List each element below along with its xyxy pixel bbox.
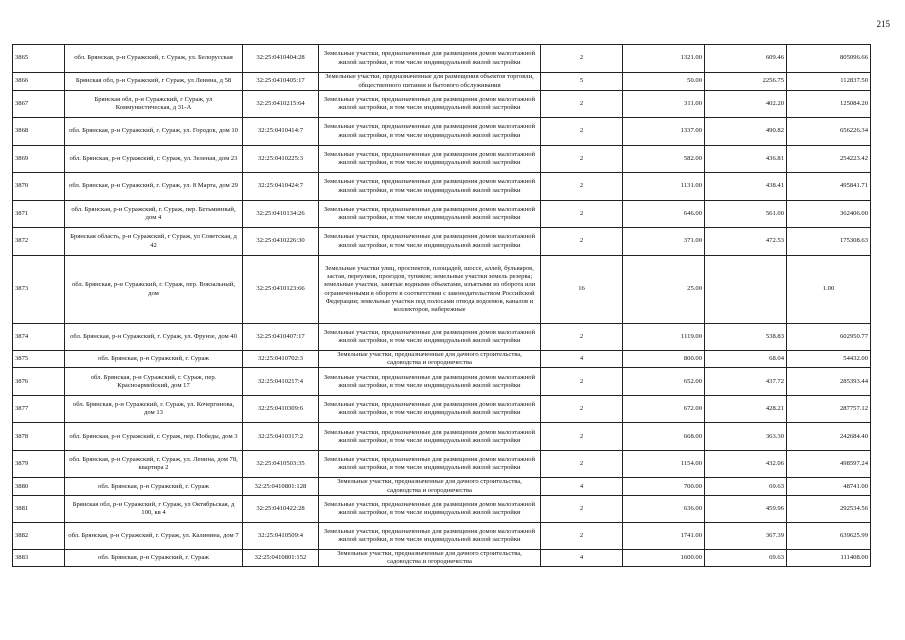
specific-value-cell: 402.20 [705, 91, 787, 118]
page-number: 215 [876, 19, 890, 29]
use-group-code-cell: 4 [541, 351, 623, 368]
row-number-cell: 3880 [13, 478, 65, 495]
specific-value-cell: 68.04 [705, 351, 787, 368]
cadastral-number-cell: 32:25:0410404:28 [243, 45, 319, 73]
area-cell: 1131.00 [623, 173, 705, 201]
land-use-cell: Земельные участки, предназначенные для размещения домов малоэтажной жилой застройки, в том числе индивидуальной жилой застройки [319, 396, 541, 423]
address-cell: обл. Брянская, р-н Суражский, г. Сураж, ул. Белорусская [65, 45, 243, 73]
use-group-code-cell: 2 [541, 91, 623, 118]
row-number-cell: 3871 [13, 201, 65, 228]
cadastral-number-cell: 32:25:0410503:35 [243, 451, 319, 478]
cadastral-value-cell: 1.00 [787, 256, 871, 324]
use-group-code-cell: 2 [541, 118, 623, 146]
use-group-code-cell: 2 [541, 45, 623, 73]
specific-value-cell: 438.41 [705, 173, 787, 201]
use-group-code-cell: 2 [541, 146, 623, 173]
cadastral-number-cell: 32:25:0410309:6 [243, 396, 319, 423]
cadastral-number-cell: 32:25:0410424:7 [243, 173, 319, 201]
cadastral-number-cell: 32:25:0410134:26 [243, 201, 319, 228]
use-group-code-cell: 2 [541, 228, 623, 256]
address-cell: обл. Брянская, р-н Суражский, г. Сураж, ул. Калинина, дом 7 [65, 522, 243, 549]
cadastral-value-cell: 287757.12 [787, 396, 871, 423]
row-number-cell: 3878 [13, 423, 65, 451]
row-number-cell: 3876 [13, 368, 65, 396]
address-cell: обл. Брянская, р-н Суражский, г. Сураж, ул. Городок, дом 10 [65, 118, 243, 146]
land-use-cell: Земельные участки, предназначенные для размещения домов малоэтажной жилой застройки, в том числе индивидуальной жилой застройки [319, 146, 541, 173]
cadastral-value-cell: 498597.24 [787, 451, 871, 478]
land-use-cell: Земельные участки, предназначенные для размещения домов малоэтажной жилой застройки, в том числе индивидуальной жилой застройки [319, 324, 541, 351]
cadastral-value-cell: 48741.00 [787, 478, 871, 495]
row-number-cell: 3868 [13, 118, 65, 146]
table-row [13, 91, 871, 118]
land-use-cell: Земельные участки, предназначенные для дачного строительства, садоводства и огородничества [319, 549, 541, 566]
specific-value-cell: 428.21 [705, 396, 787, 423]
cadastral-number-cell: 32:25:0410317:2 [243, 423, 319, 451]
specific-value-cell: 459.96 [705, 495, 787, 522]
area-cell: 1337.00 [623, 118, 705, 146]
specific-value-cell: 69.63 [705, 478, 787, 495]
area-cell: 1741.00 [623, 522, 705, 549]
land-use-cell: Земельные участки, предназначенные для размещения домов малоэтажной жилой застройки, в том числе индивидуальной жилой застройки [319, 423, 541, 451]
land-use-cell: Земельные участки, предназначенные для размещения домов малоэтажной жилой застройки, в том числе индивидуальной жилой застройки [319, 228, 541, 256]
cadastral-number-cell: 32:25:0410123:66 [243, 256, 319, 324]
use-group-code-cell: 2 [541, 368, 623, 396]
area-cell: 646.00 [623, 201, 705, 228]
land-use-cell: Земельные участки, предназначенные для размещения домов малоэтажной жилой застройки, в том числе индивидуальной жилой застройки [319, 118, 541, 146]
table-body [13, 45, 871, 567]
area-cell: 1600.00 [623, 549, 705, 566]
cadastral-number-cell: 32:25:0410414:7 [243, 118, 319, 146]
specific-value-cell [705, 256, 787, 324]
land-use-cell: Земельные участки, предназначенные для размещения домов малоэтажной жилой застройки, в том числе индивидуальной жилой застройки [319, 201, 541, 228]
cadastral-value-cell: 54432.00 [787, 351, 871, 368]
cadastral-value-cell: 639625.99 [787, 522, 871, 549]
area-cell: 672.00 [623, 396, 705, 423]
use-group-code-cell: 4 [541, 478, 623, 495]
row-number-cell: 3874 [13, 324, 65, 351]
cadastral-value-cell: 656226.34 [787, 118, 871, 146]
land-use-cell: Земельные участки, предназначенные для размещения домов малоэтажной жилой застройки, в том числе индивидуальной жилой застройки [319, 91, 541, 118]
address-cell: Брянская обл, р-н Суражский, г Сураж, ул Октябрьская, д 100, кв 4 [65, 495, 243, 522]
table-row [13, 495, 871, 522]
address-cell: обл. Брянская, р-н Суражский, г. Сураж, ул. Кочергинова, дом 13 [65, 396, 243, 423]
area-cell: 700.00 [623, 478, 705, 495]
address-cell: Брянская обл, р-н Суражский, г Сураж, ул Коммунистическая, д 31-А [65, 91, 243, 118]
row-number-cell: 3867 [13, 91, 65, 118]
area-cell: 668.00 [623, 423, 705, 451]
cadastral-number-cell: 32:25:0410225:3 [243, 146, 319, 173]
specific-value-cell: 363.30 [705, 423, 787, 451]
cadastral-number-cell: 32:25:0410405:17 [243, 73, 319, 91]
area-cell: 1154.00 [623, 451, 705, 478]
table-row [13, 228, 871, 256]
row-number-cell: 3879 [13, 451, 65, 478]
specific-value-cell: 561.00 [705, 201, 787, 228]
cadastral-number-cell: 32:25:0410217:4 [243, 368, 319, 396]
specific-value-cell: 2256.75 [705, 73, 787, 91]
cadastral-value-cell: 125084.20 [787, 91, 871, 118]
area-cell: 636.00 [623, 495, 705, 522]
row-number-cell: 3881 [13, 495, 65, 522]
table-row [13, 351, 871, 368]
address-cell: обл. Брянская, р-н Суражский, г. Сураж [65, 351, 243, 368]
table-row [13, 118, 871, 146]
address-cell: Брянская обл, р-н Суражский, г Сураж, ул Ленина, д 58 [65, 73, 243, 91]
table-row [13, 423, 871, 451]
address-cell: обл. Брянская, р-н Суражский, г. Сураж, пер. Бетьминный, дом 4 [65, 201, 243, 228]
address-cell: обл. Брянская, р-н Суражский, г. Сураж, ул. 8 Марта, дом 29 [65, 173, 243, 201]
cadastral-number-cell: 32:25:0410801:152 [243, 549, 319, 566]
land-use-cell: Земельные участки, предназначенные для размещения домов малоэтажной жилой застройки, в том числе индивидуальной жилой застройки [319, 522, 541, 549]
cadastral-number-cell: 32:25:0410226:30 [243, 228, 319, 256]
address-cell: обл. Брянская, р-н Суражский, г. Сураж, ул. Зеленая, дом 23 [65, 146, 243, 173]
use-group-code-cell: 2 [541, 451, 623, 478]
table-row [13, 522, 871, 549]
table-row [13, 478, 871, 495]
row-number-cell: 3870 [13, 173, 65, 201]
cadastral-value-cell: 805096.66 [787, 45, 871, 73]
cadastral-number-cell: 32:25:0410215:64 [243, 91, 319, 118]
land-use-cell: Земельные участки, предназначенные для размещения домов малоэтажной жилой застройки, в том числе индивидуальной жилой застройки [319, 451, 541, 478]
land-use-cell: Земельные участки улиц, проспектов, площадей, шоссе, аллей, бульваров, застав, переулков, проездов, тупиков; земельные участки земель резерва; земельные участки, занятые водными объектами, изъятыми из оборота или ограниченными в обороте в соответствии с законодательством Российской Федерации; земельные участки под полосами отвода водоемов, каналов и коллекторов, набережные [319, 256, 541, 324]
row-number-cell: 3875 [13, 351, 65, 368]
use-group-code-cell: 2 [541, 495, 623, 522]
land-use-cell: Земельные участки, предназначенные для размещения домов малоэтажной жилой застройки, в том числе индивидуальной жилой застройки [319, 45, 541, 73]
use-group-code-cell: 2 [541, 396, 623, 423]
cadastral-number-cell: 32:25:0410407:17 [243, 324, 319, 351]
specific-value-cell: 472.53 [705, 228, 787, 256]
cadastral-value-cell: 602950.77 [787, 324, 871, 351]
use-group-code-cell: 2 [541, 423, 623, 451]
area-cell: 800.00 [623, 351, 705, 368]
cadastral-value-cell: 242684.40 [787, 423, 871, 451]
cadastral-value-cell: 254223.42 [787, 146, 871, 173]
address-cell: обл. Брянская, р-н Суражский, г. Сураж, пер. Вокзальный, дом [65, 256, 243, 324]
specific-value-cell: 538.83 [705, 324, 787, 351]
specific-value-cell: 436.81 [705, 146, 787, 173]
address-cell: обл. Брянская, р-н Суражский, г. Сураж, пер. Победы, дом 3 [65, 423, 243, 451]
land-use-cell: Земельные участки, предназначенные для дачного строительства, садоводства и огородничества [319, 351, 541, 368]
land-registry-table [12, 44, 871, 567]
specific-value-cell: 437.72 [705, 368, 787, 396]
land-use-cell: Земельные участки, предназначенные для размещения домов малоэтажной жилой застройки, в том числе индивидуальной жилой застройки [319, 368, 541, 396]
cadastral-value-cell: 175308.63 [787, 228, 871, 256]
use-group-code-cell: 2 [541, 173, 623, 201]
specific-value-cell: 367.39 [705, 522, 787, 549]
row-number-cell: 3865 [13, 45, 65, 73]
specific-value-cell: 609.46 [705, 45, 787, 73]
table-row [13, 146, 871, 173]
use-group-code-cell: 2 [541, 522, 623, 549]
area-cell: 25.00 [623, 256, 705, 324]
use-group-code-cell: 2 [541, 201, 623, 228]
cadastral-number-cell: 32:25:0410702:3 [243, 351, 319, 368]
land-use-cell: Земельные участки, предназначенные для размещения домов малоэтажной жилой застройки, в том числе индивидуальной жилой застройки [319, 495, 541, 522]
area-cell: 652.00 [623, 368, 705, 396]
table-row [13, 256, 871, 324]
address-cell: обл. Брянская, р-н Суражский, г. Сураж, пер. Красноармейский, дом 17 [65, 368, 243, 396]
cadastral-value-cell: 112837.50 [787, 73, 871, 91]
table-row [13, 173, 871, 201]
use-group-code-cell: 5 [541, 73, 623, 91]
table-row [13, 368, 871, 396]
cadastral-number-cell: 32:25:0410422:28 [243, 495, 319, 522]
address-cell: обл. Брянская, р-н Суражский, г. Сураж, ул. Фрунзе, дом 40 [65, 324, 243, 351]
table-row [13, 201, 871, 228]
use-group-code-cell: 4 [541, 549, 623, 566]
row-number-cell: 3877 [13, 396, 65, 423]
table-row [13, 324, 871, 351]
area-cell: 582.00 [623, 146, 705, 173]
specific-value-cell: 432.06 [705, 451, 787, 478]
area-cell: 1321.00 [623, 45, 705, 73]
table-row [13, 451, 871, 478]
cadastral-value-cell: 362406.00 [787, 201, 871, 228]
address-cell: Брянская область, р-н Суражский, г Сураж, ул Советская, д 42 [65, 228, 243, 256]
specific-value-cell: 69.63 [705, 549, 787, 566]
table-row [13, 45, 871, 73]
address-cell: обл. Брянская, р-н Суражский, г. Сураж [65, 549, 243, 566]
land-use-cell: Земельные участки, предназначенные для размещения домов малоэтажной жилой застройки, в том числе индивидуальной жилой застройки [319, 173, 541, 201]
cadastral-value-cell: 495841.71 [787, 173, 871, 201]
address-cell: обл. Брянская, р-н Суражский, г. Сураж, ул. Ленина, дом 78, квартира 2 [65, 451, 243, 478]
table-row [13, 396, 871, 423]
cadastral-number-cell: 32:25:0410801:128 [243, 478, 319, 495]
table-row [13, 549, 871, 566]
cadastral-value-cell: 285393.44 [787, 368, 871, 396]
land-use-cell: Земельные участки, предназначенные для дачного строительства, садоводства и огородничества [319, 478, 541, 495]
use-group-code-cell: 2 [541, 324, 623, 351]
area-cell: 311.00 [623, 91, 705, 118]
table-row [13, 73, 871, 91]
area-cell: 1119.00 [623, 324, 705, 351]
land-use-cell: Земельные участки, предназначенные для размещения объектов торговли, общественного питания и бытового обслуживания [319, 73, 541, 91]
cadastral-value-cell: 292534.56 [787, 495, 871, 522]
specific-value-cell: 490.82 [705, 118, 787, 146]
use-group-code-cell: 16 [541, 256, 623, 324]
cadastral-value-cell: 111408.00 [787, 549, 871, 566]
row-number-cell: 3872 [13, 228, 65, 256]
address-cell: обл. Брянская, р-н Суражский, г. Сураж [65, 478, 243, 495]
row-number-cell: 3882 [13, 522, 65, 549]
row-number-cell: 3883 [13, 549, 65, 566]
row-number-cell: 3866 [13, 73, 65, 91]
row-number-cell: 3869 [13, 146, 65, 173]
row-number-cell: 3873 [13, 256, 65, 324]
area-cell: 50.00 [623, 73, 705, 91]
area-cell: 371.00 [623, 228, 705, 256]
cadastral-number-cell: 32:25:0410509:4 [243, 522, 319, 549]
